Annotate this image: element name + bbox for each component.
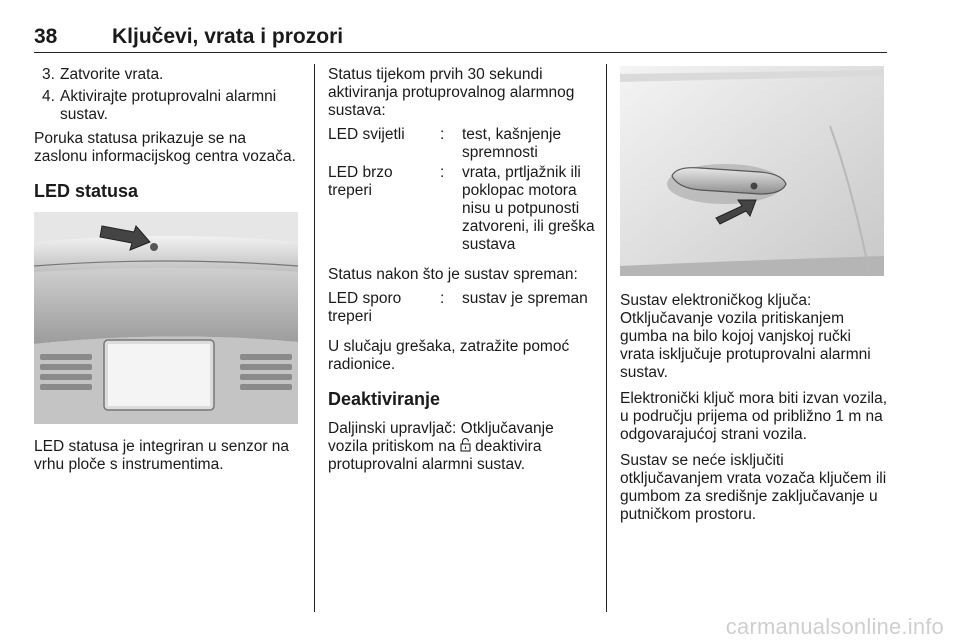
table-separator: : — [440, 126, 445, 143]
list-item-number: 4. — [42, 88, 55, 105]
status-intro: Status tijekom prvih 30 sekundi aktiviranja protuprovalnog alarmnog sustava: — [328, 66, 575, 119]
table-separator: : — [440, 290, 445, 307]
status-table-initial — [328, 126, 596, 256]
key-range-paragraph: Elektronički ključ mora biti izvan vozila, u području prijema od približno 1 m na odgovarajućoj strani vozila. — [620, 390, 888, 443]
page-number: 38 — [34, 25, 58, 48]
table-description: sustav je spreman — [462, 290, 588, 307]
unlock-padlock-icon — [460, 438, 471, 452]
section-heading-led-status: LED statusa — [34, 181, 139, 201]
column-left — [34, 66, 302, 482]
table-row — [328, 290, 596, 328]
list-item — [34, 88, 302, 124]
table-row — [328, 164, 596, 256]
fault-paragraph: U slučaju grešaka, zatražite pomoć radionice. — [328, 338, 570, 373]
door-handle-figure — [620, 66, 884, 276]
table-description: test, kašnjenje spremnosti — [462, 126, 562, 161]
section-heading-deactivation: Deaktiviranje — [328, 389, 441, 409]
table-description: vrata, prtljažnik ili poklopac motora nisu u potpunosti zatvoreni, ili greška sustava — [462, 164, 595, 253]
column-right — [620, 66, 888, 532]
column-divider-2 — [606, 64, 607, 612]
list-item-text: Zatvorite vrata. — [60, 66, 164, 83]
list-item — [34, 66, 302, 84]
deactivation-text-start: Daljinski upravljač: Otključavanje vozila pritiskom na — [328, 420, 554, 455]
status-ready-intro: Status nakon što je sustav spreman: — [328, 266, 578, 283]
exception-paragraph: Sustav se neće isključiti otključavanjem vrata vozača ključem ili gumbom za središnje zaključavanje u putničkom prostoru. — [620, 452, 887, 523]
table-term: LED sporo treperi — [328, 290, 402, 325]
table-row — [328, 126, 596, 164]
deactivation-text-end: deaktivira protuprovalni alarmni sustav. — [328, 438, 542, 473]
table-term: LED brzo treperi — [328, 164, 393, 199]
list-item-number: 3. — [42, 66, 55, 83]
keyless-paragraph: Sustav elektroničkog ključa: Otključavanje vozila pritiskanjem gumba na bilo kojoj vanjskoj ručki vrata isključuje protuprovalni alarmni sustav. — [620, 292, 871, 381]
led-caption: LED statusa je integriran u senzor na vrhu ploče s instrumentima. — [34, 438, 290, 473]
dashboard-led-figure — [34, 212, 298, 424]
deactivation-paragraph — [328, 420, 596, 474]
column-middle — [328, 66, 596, 482]
page-title: Ključevi, vrata i prozori — [112, 25, 344, 48]
status-table-ready — [328, 290, 596, 328]
status-message-paragraph: Poruka statusa prikazuje se na zaslonu informacijskog centra vozača. — [34, 130, 296, 165]
watermark: carmanualsonline.info — [725, 614, 944, 639]
list-item-text: Aktivirajte protuprovalni alarmni sustav. — [60, 88, 277, 123]
table-term: LED svijetli — [328, 126, 405, 143]
page-header — [34, 22, 887, 53]
table-separator: : — [440, 164, 445, 181]
column-divider-1 — [314, 64, 315, 612]
